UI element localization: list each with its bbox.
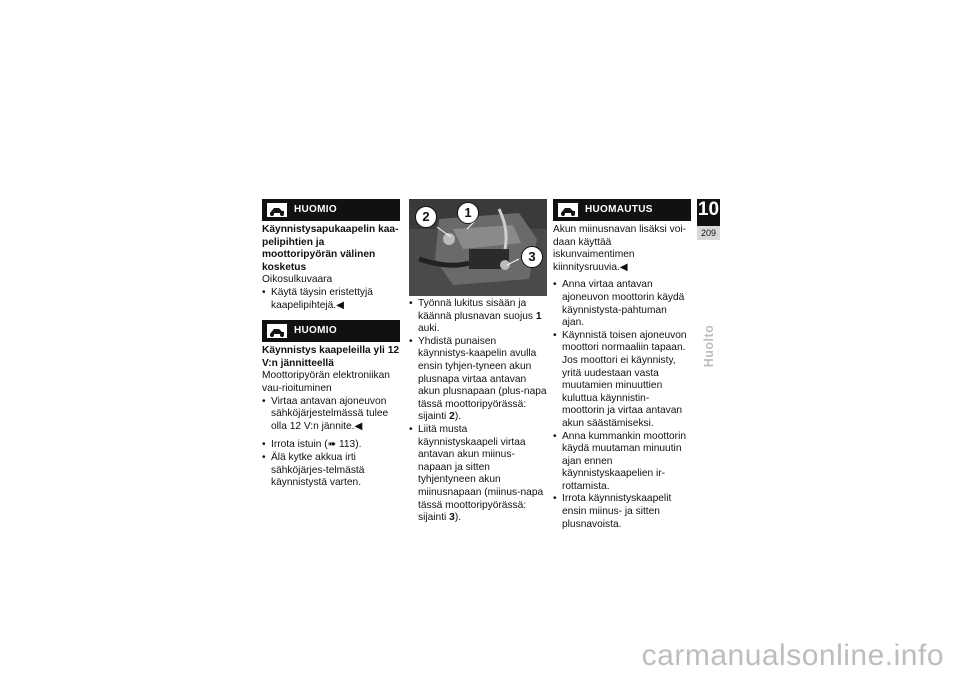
list-item: • Käynnistä toisen ajoneuvon moottori normaaliin tapaan. Jos moottori ei käynnisty, yritä uudestaan vasta muutamien minuuttien kuluttua käynnistin-moottorin ja virtaa antavan akun säästämiseksi. — [553, 330, 691, 431]
list-item: • Käytä täysin eristettyjä kaapelipihtejä.◀ — [262, 287, 400, 312]
list-item: • Virtaa antavan ajoneuvon sähköjärjestelmässä tulee olla 12 V:n jännite.◀ — [262, 396, 400, 434]
watermark: carmanualsonline.info — [641, 639, 944, 672]
hazard-text: Oikosulkuvaara — [262, 274, 333, 286]
notice-label: HUOMIO — [294, 203, 337, 215]
bullet-list — [553, 279, 691, 531]
chapter-number: 10 — [697, 199, 720, 220]
motorcycle-info-icon — [558, 203, 578, 217]
list-item: • Anna virtaa antavan ajoneuvon moottorin käydä käynnistysta-pahtuman ajan. — [553, 279, 691, 329]
hazard-text: Moottoripyörän elektroniikan vau-rioituminen — [262, 370, 390, 394]
list-item: • Älä kytke akkua irti sähköjärjes-telmästä käynnistystä varten. — [262, 452, 400, 490]
section-side-tab — [699, 316, 719, 376]
column-3 — [553, 199, 691, 531]
motorcycle-warning-icon — [267, 324, 287, 338]
list-item: • Yhdistä punaisen käynnistys-kaapelin avulla ensin tyhjen-tyneen akun plusnapa virtaa antavan akun plusnapaan (plus-napa tässä moottoripyörässä: sijainti 2). — [409, 336, 547, 424]
bullet-list — [262, 287, 400, 312]
section-heading: Käynnistysapukaapelin kaa-pelipihtien ja moottoripyörän välinen kosketus — [262, 224, 399, 273]
bullet-list — [409, 298, 547, 525]
notice-box-1 — [262, 199, 400, 221]
list-item: • Liitä musta käynnistyskaapeli virtaa antavan akun miinus-napaan ja sitten tyhjentyneen akun miinusnapaan (miinus-napa tässä moottoripyörässä: sijainti 3). — [409, 424, 547, 525]
callout-2: 2 — [415, 206, 437, 228]
notice-box-3 — [553, 199, 691, 221]
bullet-list — [262, 396, 400, 434]
column-1 — [262, 199, 400, 490]
section-heading: Käynnistys kaapeleilla yli 12 V:n jännitteellä — [262, 345, 400, 369]
motorcycle-warning-icon — [267, 203, 287, 217]
callout-3: 3 — [521, 246, 543, 268]
list-item: • Anna kummankin moottorin käydä muutaman minuutin ajan ennen käynnistyskaapelien ir-rottamista. — [553, 431, 691, 494]
callout-1: 1 — [457, 202, 479, 224]
notice-label: HUOMIO — [294, 324, 337, 336]
page-number: 209 — [697, 226, 720, 240]
notice-box-2 — [262, 320, 400, 342]
column-2 — [409, 199, 547, 525]
list-item: • Irrota istuin (➠ 113). — [262, 439, 400, 452]
notice-label: HUOMAUTUS — [585, 203, 653, 215]
list-item: • Irrota käynnistyskaapelit ensin miinus- ja sitten plusnavoista. — [553, 493, 691, 531]
info-text: Akun miinusnavan lisäksi voi-daan käyttää iskunvaimentimen kiinnitysruuvia.◀ — [553, 224, 687, 273]
bullet-list — [262, 439, 400, 489]
battery-photo — [409, 199, 547, 296]
list-item: • Työnnä lukitus sisään ja käännä plusnavan suojus 1 auki. — [409, 298, 547, 336]
side-tab-label: Huolto — [702, 324, 716, 368]
